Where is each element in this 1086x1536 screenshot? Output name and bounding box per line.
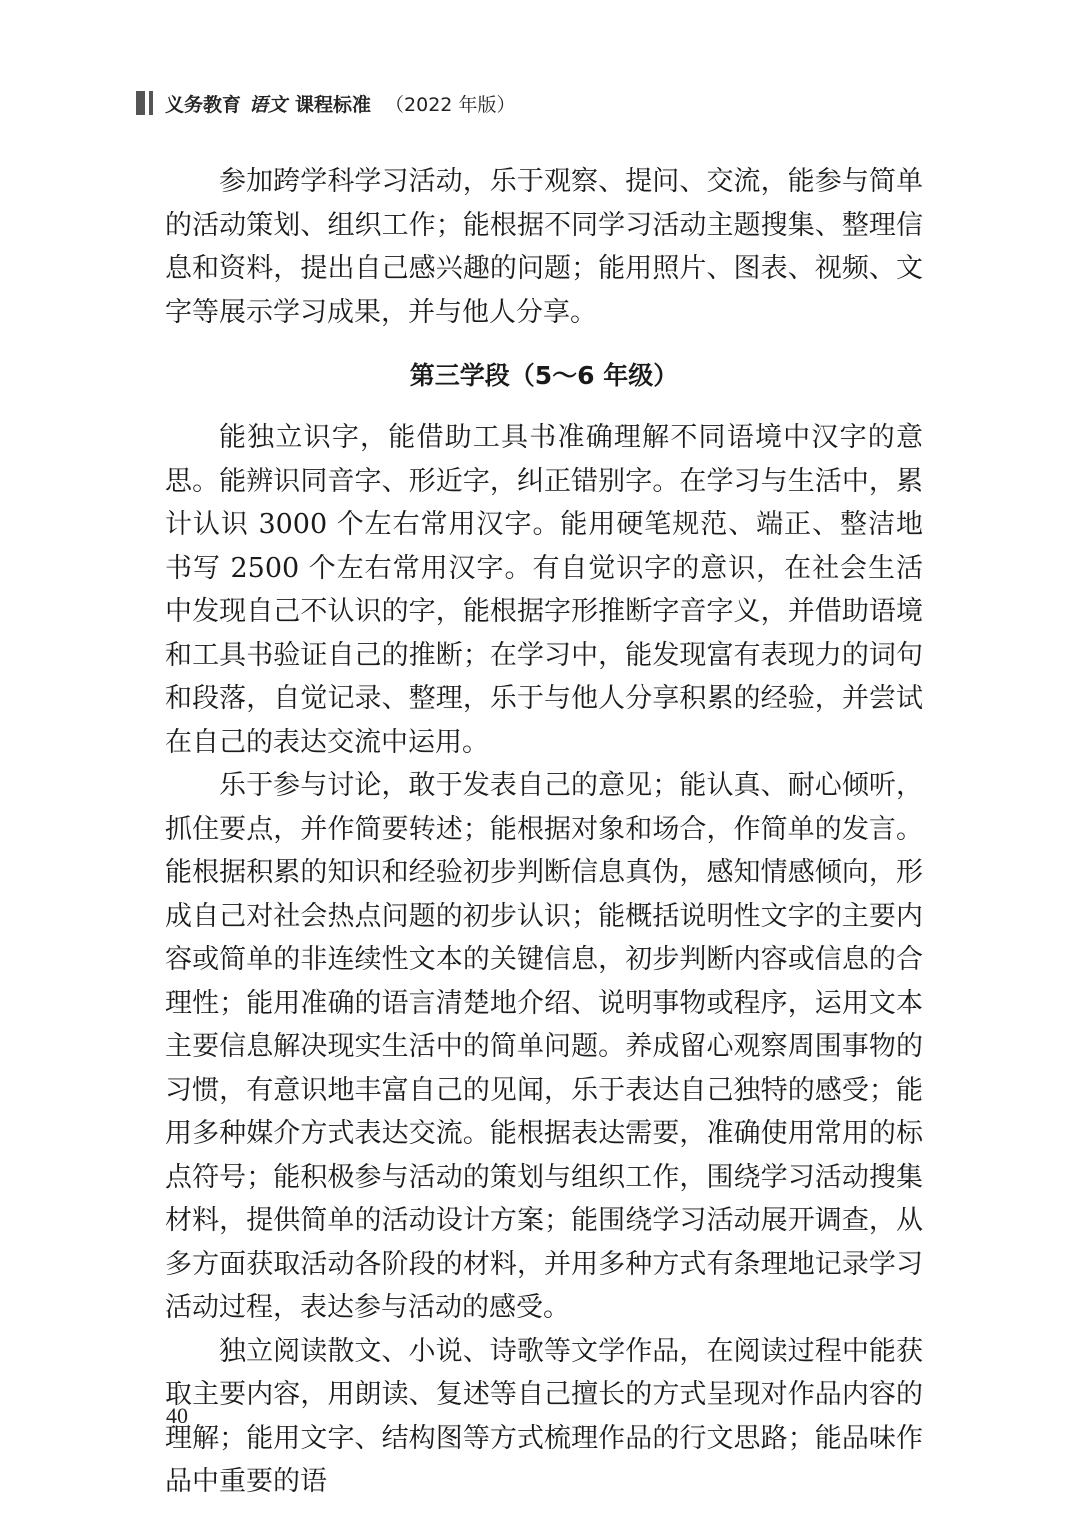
section-heading: 第三学段（5～6 年级） — [409, 361, 679, 390]
header-title-suffix: 课程标准 — [295, 93, 372, 116]
header-title-prefix: 义务教育 — [165, 93, 242, 116]
paragraph: 参加跨学科学习活动，乐于观察、提问、交流，能参与简单的活动策划、组织工作；能根据不同学习活动主题搜集、整理信息和资料，提出自己感兴趣的问题；能用照片、图表、视频、文字等展示学习成果，并与他人分享。 — [165, 166, 923, 328]
header-subject: 语文 — [249, 93, 288, 116]
running-header — [136, 88, 515, 118]
paragraph: 乐于参与讨论，敢于发表自己的意见；能认真、耐心倾听，抓住要点，并作简要转述；能根据对象和场合，作简单的发言。能根据积累的知识和经验初步判断信息真伪，感知情感倾向，形成自己对社会热点问题的初步认识；能概括说明性文字的主要内容或简单的非连续性文本的关键信息，初步判断内容或信息的合理性；能用准确的语言清楚地介绍、说明事物或程序，运用文本主要信息解决现实生活中的简单问题。养成留心观察周围事物的习惯，有意识地丰富自己的见闻，乐于表达自己独特的感受；能用多种媒介方式表达交流。能根据表达需要，准确使用常用的标点符号；能积极参与活动的策划与组织工作，围绕学习活动搜集材料，提供简单的活动设计方案；能围绕学习活动展开调查，从多方面获取活动各阶段的材料，并用多种方式有条理地记录学习活动过程，表达参与活动的感受。 — [165, 770, 923, 1323]
paragraph: 独立阅读散文、小说、诗歌等文学作品，在阅读过程中能获取主要内容，用朗读、复述等自己擅长的方式呈现对作品内容的理解；能用文字、结构图等方式梳理作品的行文思路；能品味作品中重要的语 — [165, 1335, 923, 1497]
page-number: 40 — [166, 1403, 188, 1428]
paragraph: 能独立识字，能借助工具书准确理解不同语境中汉字的意思。能辨识同音字、形近字，纠正错别字。在学习与生活中，累计认识 3000 个左右常用汉字。能用硬笔规范、端正、整洁地书写 2500 个左右常用汉字。有自觉识字的意识，在社会生活中发现自己不认识的字，能根据字形推断字音字义，并借助语境和工具书验证自己的推断；在学习中，能发现富有表现力的词句和段落，自觉记录、整理，乐于与他人分享积累的经验，并尝试在自己的表达交流中运用。 — [165, 422, 923, 758]
page-body — [165, 160, 923, 1504]
header-edition: （2022 年版） — [385, 93, 516, 116]
header-bar-mark — [136, 91, 153, 115]
